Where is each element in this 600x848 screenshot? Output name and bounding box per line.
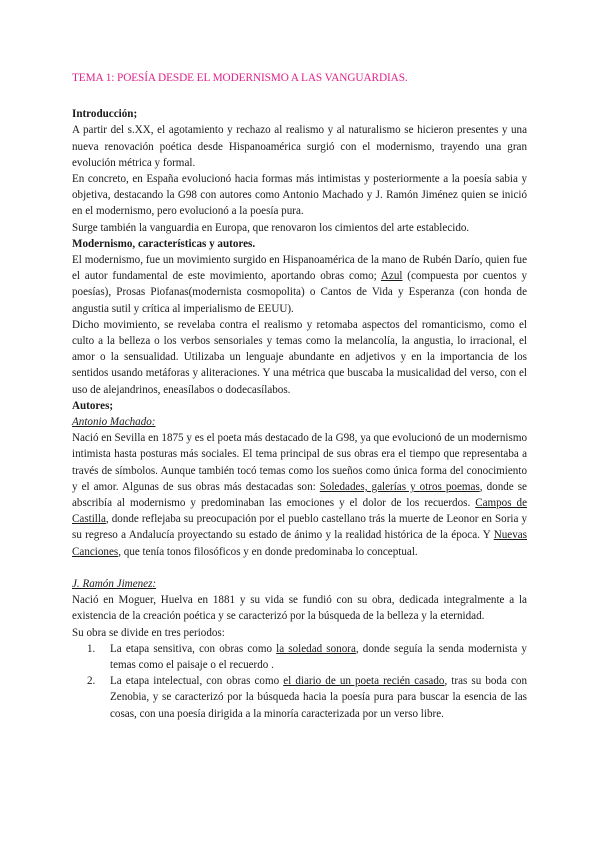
text-run: , que tenía tonos filosóficos y en donde predominaba lo conceptual. (118, 545, 418, 558)
text-run: El modernismo, fue un movimiento surgido en Hispanoamérica de la mano de Rubén Darío, quien fue el autor fundamental de este movimiento, aportando obras como; (72, 254, 527, 283)
text-run: , tras su boda con Zenobia, y se caracterizó por la búsqueda hacia la poesía pura para buscar la esencia de las cosas, con una poesía dirigida a la minoría caracterizada por un verso libre. (110, 675, 527, 720)
author-jimenez: J. Ramón Jimenez: (72, 577, 157, 590)
text-run: , donde se abscribía al modernismo y predominaban las emociones y el dolor de los recuerdos. (72, 480, 527, 510)
modernismo-paragraph-2: Dicho movimiento, se revelaba contra el realismo y retomaba aspectos del romanticismo, como el culto a la belleza o los verbos sensoriales y temas como la melancolía, la angustia, lo irracional, el amor o la sensualidad. Utilizaba un lenguaje abundante en adjetivos y en la importancia de los sentidos usando metáforas y aliteraciones. Y una métrica que buscaba la musicalidad del verso, con el uso de alejandrinos, eneasílabos o dodecasílabos. (72, 318, 527, 396)
work-title-azul: Azul (380, 270, 403, 283)
list-item (85, 673, 527, 722)
intro-paragraph-3: Surge también la vanguardia en Europa, que renovaron los cimientos del arte establecido. (72, 221, 470, 234)
text-run: La etapa sensitiva, con obras como (110, 642, 277, 655)
spacer (72, 560, 527, 576)
document-page (72, 70, 527, 722)
text-run: , donde reflejaba su preocupación por el pueblo castellano trás la muerte de Leonor en Soria y su regreso a Andalucía proyectando su estado de ánimo y la realidad histórica de la época. Y (72, 513, 527, 542)
machado-paragraph (72, 430, 527, 560)
list-number: 1. (87, 642, 96, 655)
periods-list (72, 641, 527, 722)
autores-heading: Autores; (72, 399, 114, 412)
intro-paragraph-1: A partir del s.XX, el agotamiento y rechazo al realismo y al naturalismo se hicieron presentes y una nueva renovación poética desde Hispanoamérica surgió con el modernismo, trayendo una gran evolución métrica y formal. (72, 124, 527, 169)
jimenez-paragraph-2: Su obra se divide en tres periodos: (72, 626, 225, 639)
modernismo-heading: Modernismo, características y autores. (72, 237, 256, 250)
text-run: , donde seguía la senda modernista y temas como el paisaje o el recuerdo . (110, 642, 527, 671)
list-item (85, 641, 527, 673)
text-run: La etapa intelectual, con obras como (110, 675, 284, 688)
text-run: Nació en Sevilla en 1875 y es el poeta más destacado de la G98, ya que evolucionó de un modernismo intimista hasta posturas más sociales. El tema principal de sus obras era el tiempo que representaba a través de símbolos. Aunque también tocó temas como los sueños como única forma del conocimiento y el amor. Algunas de sus obras más destacadas son: (72, 432, 527, 493)
work-title: Soledades, galerías y otros poemas (319, 480, 480, 493)
list-number: 2. (87, 675, 96, 688)
jimenez-paragraph-1: Nació en Moguer, Huelva en 1881 y su vida se fundió con su obra, dedicada integralmente a la existencia de la creación poética y se caracterizó por la búsqueda de la belleza y la eternidad. (72, 594, 527, 623)
page-title: TEMA 1: POESÍA DESDE EL MODERNISMO A LAS VANGUARDIAS. (72, 72, 408, 84)
work-title: la soledad sonora (276, 642, 356, 655)
work-title: el diario de un poeta recién casado (283, 675, 445, 688)
intro-paragraph-2: En concreto, en España evolucionó hacia formas más intimistas y posteriormente a la poesía sabia y objetiva, destacando la G98 con autores como Antonio Machado y J. Ramón Jiménez quien se inició en el modernismo, pero evolucionó a la poesía pura. (72, 173, 527, 218)
work-title: Campos de Castilla (72, 497, 527, 526)
author-machado: Antonio Machado: (72, 416, 156, 429)
work-title: Nuevas Canciones (72, 529, 527, 558)
modernismo-paragraph-1 (72, 252, 527, 317)
text-run: (compuesta por cuentos y poesías), Prosas Piofanas(modernista cosmopolita) o Cantos de Vida y Esperanza (con honda de angustia sutil y crítica al imperialismo de EEUU). (72, 270, 527, 315)
intro-heading: Introducción; (72, 108, 138, 121)
